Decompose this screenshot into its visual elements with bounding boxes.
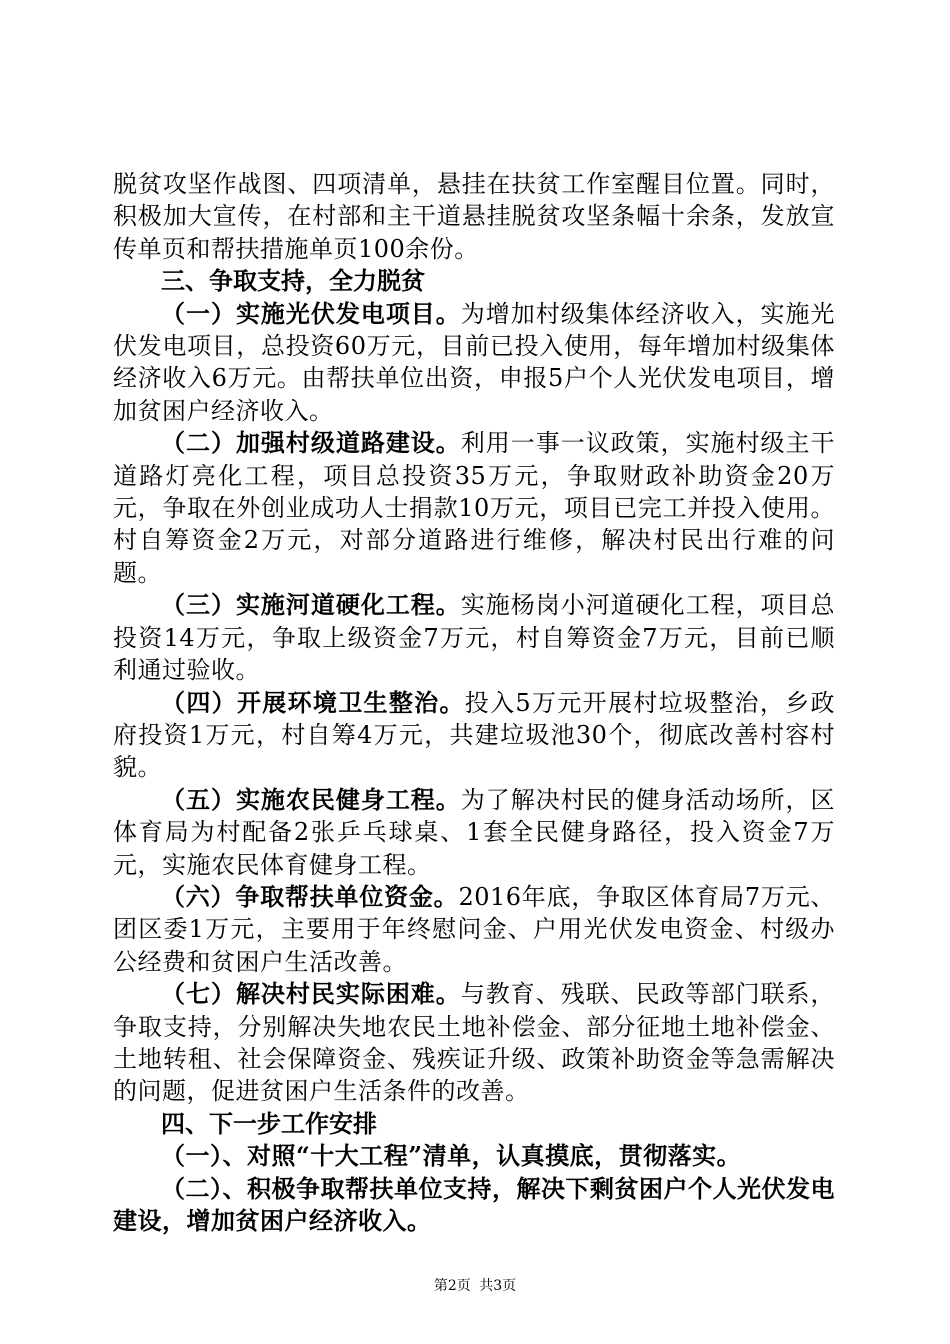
item-lead: （四）开展环境卫生整治。 <box>161 687 465 717</box>
item-lead: （六）争取帮扶单位资金。 <box>161 881 459 911</box>
item-text: 投入5万元开展村垃圾整治，乡政府投资1万元，村自筹4万元，共建垃圾池30个，彻底改善村容村貌。 <box>113 688 835 782</box>
document-body <box>113 168 835 1237</box>
section-3-item-1 <box>113 298 835 428</box>
section-4-item-1: （一）、对照“十大工程”清单，认真摸底，贯彻落实。 <box>161 1141 742 1171</box>
page-footer <box>0 1276 950 1296</box>
intro-paragraph: 脱贫攻坚作战图、四项清单，悬挂在扶贫工作室醒目位置。同时，积极加大宣传，在村部和主干道悬挂脱贫攻坚条幅十余条，发放宣传单页和帮扶措施单页100余份。 <box>113 170 835 263</box>
item-text: 为增加村级集体经济收入，实施光伏发电项目，总投资60万元，目前已投入使用，每年增加村级集体经济收入6万元。由帮扶单位出资，申报5户个人光伏发电项目，增加贫困户经济收入。 <box>113 299 836 425</box>
item-lead: （二）加强村级道路建设。 <box>161 428 461 458</box>
item-lead: （五）实施农民健身工程。 <box>161 784 461 814</box>
section-3-item-4 <box>113 687 835 784</box>
item-text: 与教育、残联、民政等部门联系，争取支持，分别解决失地农民土地补偿金、部分征地土地补偿金、土地转租、社会保障资金、残疾证升级、政策补助资金等急需解决的问题，促进贫困户生活条件的改善。 <box>113 980 836 1106</box>
item-lead: （七）解决村民实际困难。 <box>161 979 461 1009</box>
section-3-item-2 <box>113 427 835 589</box>
item-text: 利用一事一议政策，实施村级主干道路灯亮化工程，项目总投资35万元，争取财政补助资金20万元，争取在外创业成功人士捐款10万元，项目已完工并投入使用。村自筹资金2万元，对部分道路进行维修，解决村民出行难的问题。 <box>113 429 836 587</box>
page-number: 第2页 <box>433 1278 471 1294</box>
item-text: 2016年底，争取区体育局7万元、团区委1万元，主要用于年终慰问金、户用光伏发电资金、村级办公经费和贫困户生活改善。 <box>113 882 835 976</box>
item-text: 实施杨岗小河道硬化工程，项目总投资14万元，争取上级资金7万元，村自筹资金7万元，目前已顺利通过验收。 <box>113 591 836 685</box>
item-lead: （一）实施光伏发电项目。 <box>161 298 461 328</box>
section-3-item-6 <box>113 881 835 978</box>
section-3-heading: 三、争取支持，全力脱贫 <box>161 266 425 296</box>
item-lead: （三）实施河道硬化工程。 <box>161 590 461 620</box>
section-4-heading: 四、下一步工作安排 <box>161 1108 377 1138</box>
section-3-item-7 <box>113 978 835 1108</box>
page-total: 共3页 <box>479 1278 517 1294</box>
item-text: 为了解决村民的健身活动场所，区体育局为村配备2张乒乓球桌、1套全民健身路径，投入资金7万元，实施农民体育健身工程。 <box>113 785 836 879</box>
section-3-item-3 <box>113 589 835 686</box>
section-4-item-2: （二）、积极争取帮扶单位支持，解决下剩贫困户个人光伏发电建设，增加贫困户经济收入。 <box>113 1173 835 1235</box>
section-3-item-5 <box>113 784 835 881</box>
